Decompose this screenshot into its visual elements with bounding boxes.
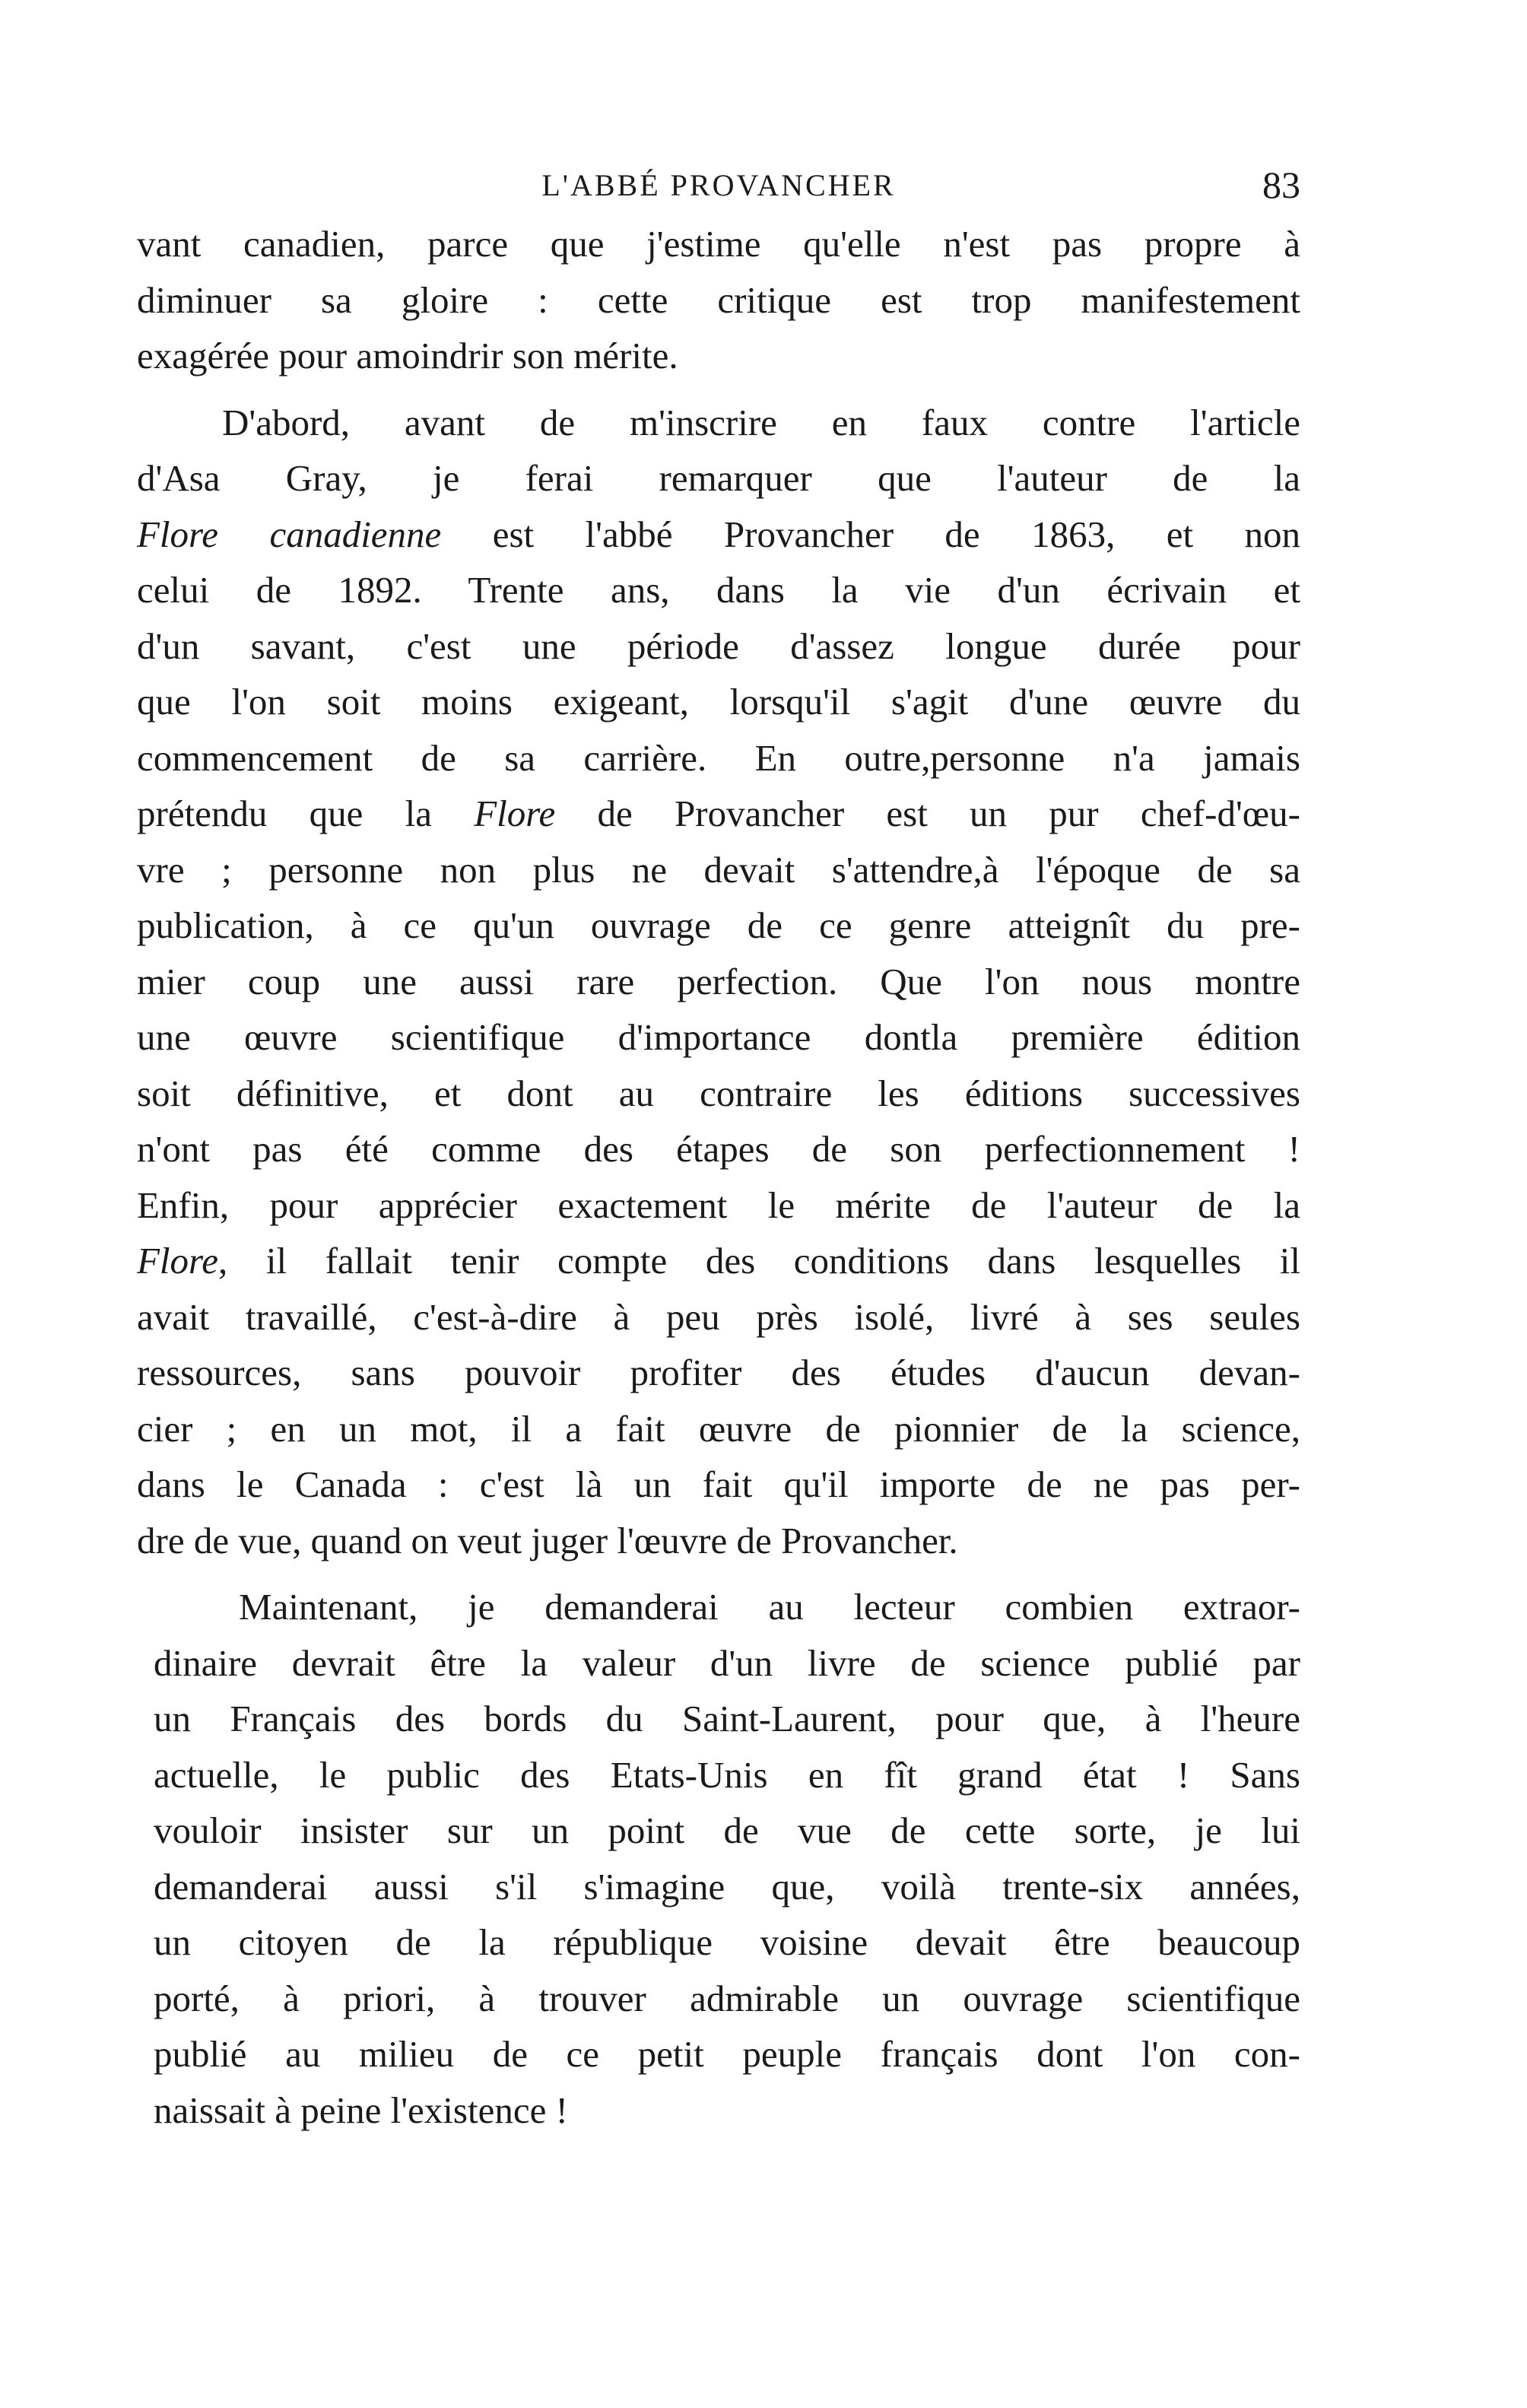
text-line: dre de vue, quand on veut juger l'œuvre de Provancher.	[137, 1519, 958, 1561]
paragraph	[137, 1579, 1300, 2138]
text-line: ressources, sans pouvoir profiter des études d'aucun devan-	[137, 1352, 1300, 1393]
text-line: vant canadien, parce que j'estime qu'elle n'est pas propre à	[137, 223, 1300, 265]
text-line: naissait à peine l'existence !	[154, 2089, 568, 2131]
text-line: dans le Canada : c'est là un fait qu'il importe de ne pas per-	[137, 1463, 1300, 1505]
paragraph	[137, 216, 1300, 384]
text-line: Maintenant, je demanderai au lecteur combien extraor-	[239, 1586, 1300, 1628]
text-line: vouloir insister sur un point de vue de cette sorte, je lui	[154, 1809, 1300, 1851]
text-line: Flore canadienne est l'abbé Provancher de 1863, et non	[137, 513, 1300, 555]
text-line: diminuer sa gloire : cette critique est trop manifestement	[137, 278, 1300, 321]
text-line: publié au milieu de ce petit peuple français dont l'on con-	[154, 2033, 1300, 2075]
text-line: D'abord, avant de m'inscrire en faux contre l'article	[222, 401, 1300, 443]
text-line: vre ; personne non plus ne devait s'attendre,à l'époque de sa	[137, 848, 1300, 891]
text-line: celui de 1892. Trente ans, dans la vie d'un écrivain et	[137, 569, 1300, 611]
book-page	[137, 152, 1300, 2206]
text-line: demanderai aussi s'il s'imagine que, voilà trente-six années,	[154, 1865, 1300, 1908]
text-line: que l'on soit moins exigeant, lorsqu'il s'agit d'une œuvre du	[137, 681, 1300, 723]
text-line: porté, à priori, à trouver admirable un ouvrage scientifique	[154, 1977, 1300, 2019]
text-line: actuelle, le public des Etats-Unis en fît grand état ! Sans	[154, 1753, 1300, 1796]
text-line: avait travaillé, c'est-à-dire à peu près isolé, livré à ses seules	[137, 1295, 1300, 1338]
text-line: un citoyen de la république voisine devait être beaucoup	[154, 1921, 1300, 1963]
text-line: publication, à ce qu'un ouvrage de ce genre atteignît du pre-	[137, 904, 1300, 946]
text-line: Flore, il fallait tenir compte des conditions dans lesquelles il	[137, 1240, 1300, 1282]
text-line: un Français des bords du Saint-Laurent, pour que, à l'heure	[154, 1698, 1300, 1739]
text-line: une œuvre scientifique d'importance dontla première édition	[137, 1016, 1300, 1058]
paragraph	[137, 395, 1300, 1569]
running-title: L'ABBÉ PROVANCHER	[541, 168, 896, 202]
text-line: d'Asa Gray, je ferai remarquer que l'auteur de la	[137, 457, 1300, 499]
text-line: mier coup une aussi rare perfection. Que l'on nous montre	[137, 960, 1300, 1002]
text-line: soit définitive, et dont au contraire les éditions successives	[137, 1072, 1300, 1114]
text-line: exagérée pour amoindrir son mérite.	[137, 335, 678, 376]
page-header	[137, 152, 1300, 205]
text-line: commencement de sa carrière. En outre,personne n'a jamais	[137, 736, 1300, 779]
text-line: n'ont pas été comme des étapes de son perfectionnement !	[137, 1128, 1300, 1170]
text-line: cier ; en un mot, il a fait œuvre de pionnier de la science,	[137, 1407, 1300, 1450]
text-line: Enfin, pour apprécier exactement le mérite de l'auteur de la	[137, 1183, 1300, 1226]
page-number: 83	[1262, 164, 1300, 206]
text-line: d'un savant, c'est une période d'assez longue durée pour	[137, 624, 1300, 667]
text-line: prétendu que la Flore de Provancher est un pur chef-d'œu-	[137, 793, 1300, 834]
text-line: dinaire devrait être la valeur d'un livre de science publié par	[154, 1641, 1300, 1684]
